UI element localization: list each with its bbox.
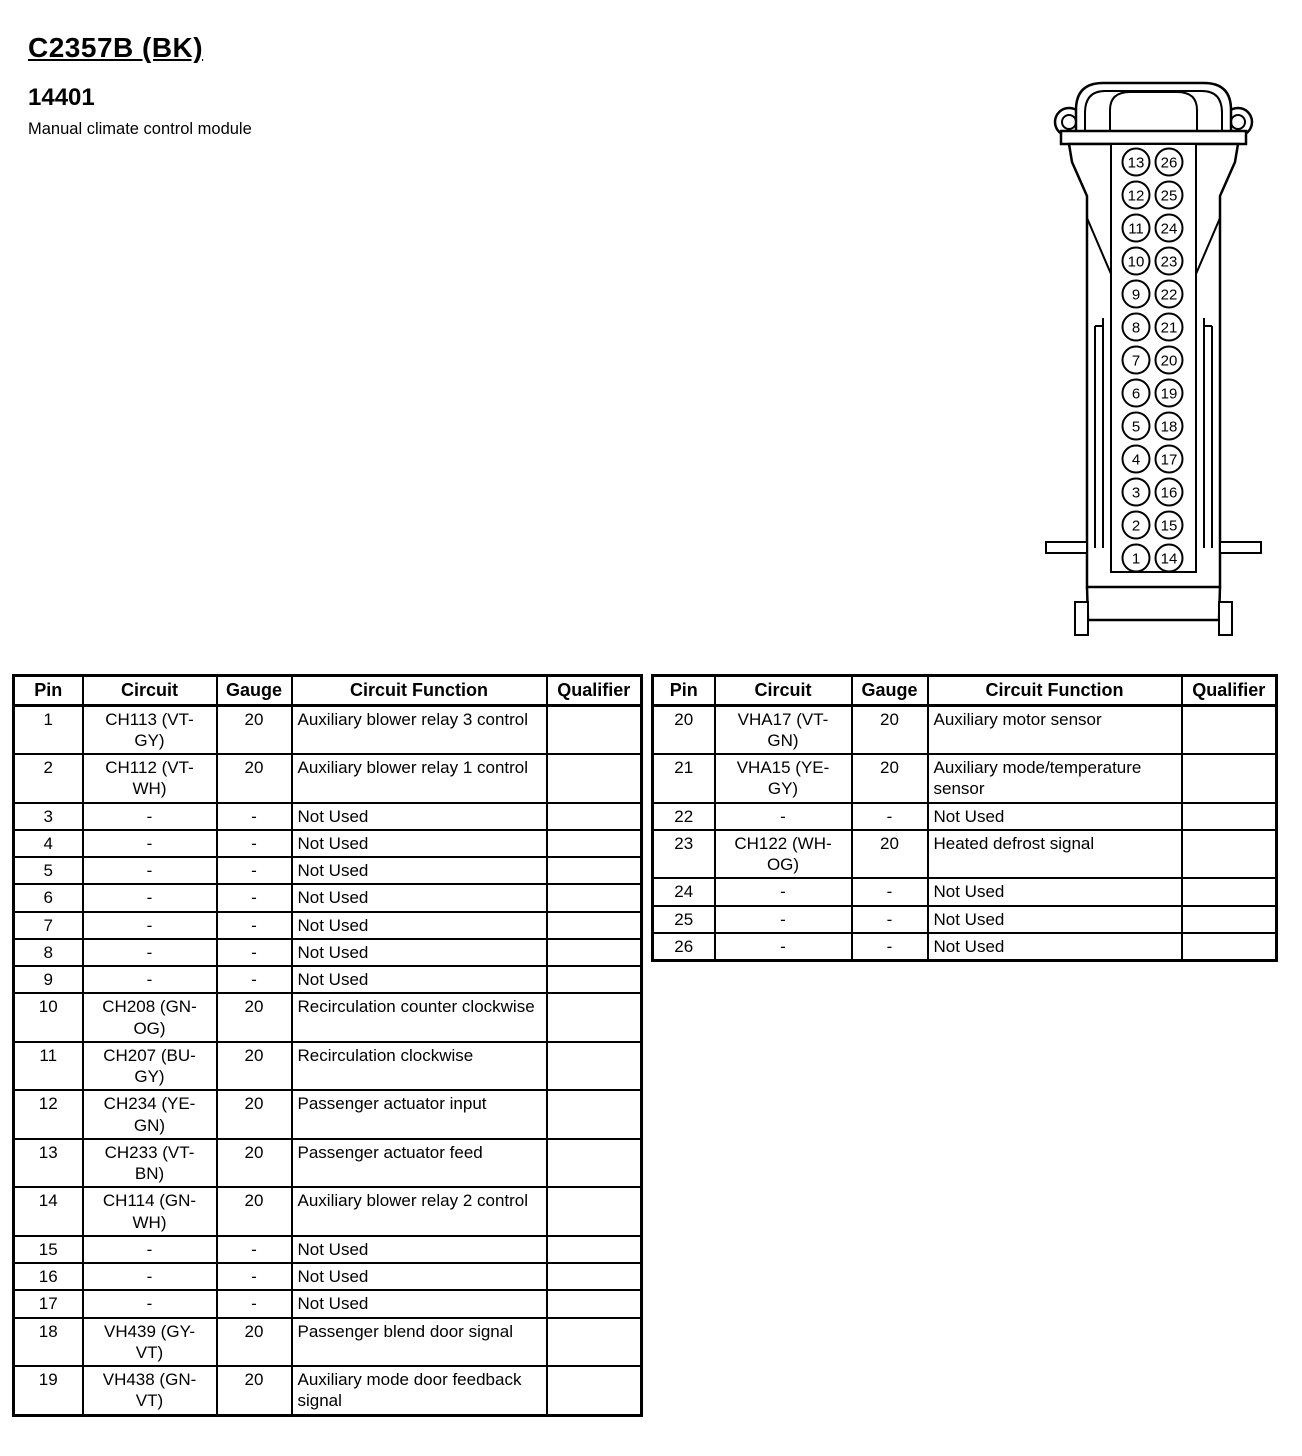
- pin-cell: 10: [14, 993, 83, 1042]
- circuit-cell: -: [83, 939, 217, 966]
- table-row: [14, 1187, 642, 1236]
- gauge-cell: 20: [217, 1042, 292, 1091]
- circuit-cell: -: [83, 1236, 217, 1263]
- function-cell: Auxiliary motor sensor: [928, 705, 1182, 754]
- pin-cell: 5: [14, 857, 83, 884]
- connector-pin: [1123, 281, 1150, 308]
- function-cell: Auxiliary mode/temperature sensor: [928, 754, 1182, 803]
- connector-band: [1061, 131, 1246, 144]
- qualifier-cell: [547, 1090, 642, 1139]
- gauge-cell: 20: [852, 754, 928, 803]
- pin-cell: 18: [14, 1318, 83, 1367]
- qualifier-cell: [547, 912, 642, 939]
- connector-foot-right: [1219, 602, 1232, 635]
- circuit-cell: -: [83, 857, 217, 884]
- table-row: [14, 830, 642, 857]
- connector-pin: [1156, 545, 1183, 572]
- gauge-cell: 20: [217, 705, 292, 754]
- pin-cell: 20: [653, 705, 715, 754]
- table-row: [14, 1290, 642, 1317]
- connector-pin-number: 6: [1131, 385, 1141, 403]
- function-cell: Not Used: [292, 939, 547, 966]
- connector-pin: [1156, 149, 1183, 176]
- circuit-cell: -: [83, 803, 217, 830]
- circuit-cell: CH114 (GN-WH): [83, 1187, 217, 1236]
- connector-pin: [1123, 182, 1150, 209]
- connector-pin-number: 5: [1131, 418, 1141, 436]
- table-row: [14, 857, 642, 884]
- pin-cell: 13: [14, 1139, 83, 1188]
- qualifier-cell: [547, 1236, 642, 1263]
- qualifier-cell: [1182, 906, 1277, 933]
- qualifier-cell: [547, 1366, 642, 1415]
- qualifier-cell: [547, 966, 642, 993]
- pin-cell: 7: [14, 912, 83, 939]
- pin-cell: 23: [653, 830, 715, 879]
- function-cell: Not Used: [292, 1236, 547, 1263]
- function-cell: Not Used: [292, 966, 547, 993]
- gauge-cell: 20: [852, 830, 928, 879]
- function-cell: Not Used: [292, 803, 547, 830]
- table-row: [14, 754, 642, 803]
- pin-cell: 15: [14, 1236, 83, 1263]
- connector-pin-number: 1: [1131, 550, 1141, 568]
- gauge-cell: -: [217, 966, 292, 993]
- pinout-table-left: [12, 674, 643, 1417]
- qualifier-cell: [1182, 754, 1277, 803]
- table-row: [653, 830, 1277, 879]
- qualifier-cell: [547, 1042, 642, 1091]
- qualifier-cell: [547, 884, 642, 911]
- table-row: [14, 1318, 642, 1367]
- table-row: [14, 705, 642, 754]
- qualifier-cell: [547, 939, 642, 966]
- connector-pin-number: 16: [1160, 484, 1178, 502]
- circuit-cell: CH112 (VT-WH): [83, 754, 217, 803]
- connector-pin: [1123, 215, 1150, 242]
- qualifier-cell: [1182, 803, 1277, 830]
- connector-id-title: C2357B (BK): [28, 32, 204, 63]
- gauge-cell: -: [217, 884, 292, 911]
- gauge-cell: -: [217, 1236, 292, 1263]
- connector-pin-number: 14: [1160, 550, 1178, 568]
- pin-cell: 21: [653, 754, 715, 803]
- function-cell: Not Used: [292, 1263, 547, 1290]
- connector-diagram: [1041, 78, 1266, 653]
- function-cell: Recirculation counter clockwise: [292, 993, 547, 1042]
- pinout-table-right: [651, 674, 1278, 962]
- connector-pin: [1156, 512, 1183, 539]
- gauge-cell: 20: [217, 1318, 292, 1367]
- function-cell: Not Used: [928, 878, 1182, 905]
- column-header: Pin: [14, 676, 83, 706]
- gauge-cell: 20: [852, 705, 928, 754]
- function-cell: Not Used: [928, 906, 1182, 933]
- table-row: [14, 1042, 642, 1091]
- connector-pin: [1156, 314, 1183, 341]
- connector-foot-left: [1075, 602, 1088, 635]
- connector-pin-number: 25: [1160, 187, 1178, 205]
- function-cell: Not Used: [292, 830, 547, 857]
- connector-wing-right: [1220, 542, 1261, 553]
- circuit-cell: VHA15 (YE-GY): [715, 754, 852, 803]
- connector-pin: [1123, 512, 1150, 539]
- function-cell: Passenger blend door signal: [292, 1318, 547, 1367]
- function-cell: Auxiliary blower relay 2 control: [292, 1187, 547, 1236]
- column-header: Gauge: [852, 676, 928, 706]
- connector-pin-number: 15: [1160, 517, 1178, 535]
- connector-pin-number: 2: [1131, 517, 1141, 535]
- circuit-cell: -: [83, 830, 217, 857]
- pin-cell: 12: [14, 1090, 83, 1139]
- gauge-cell: -: [217, 939, 292, 966]
- gauge-cell: -: [217, 803, 292, 830]
- pin-cell: 1: [14, 705, 83, 754]
- connector-bracket: [1087, 587, 1220, 620]
- connector-pin: [1123, 380, 1150, 407]
- gauge-cell: 20: [217, 1139, 292, 1188]
- qualifier-cell: [547, 1263, 642, 1290]
- qualifier-cell: [1182, 878, 1277, 905]
- pin-cell: 14: [14, 1187, 83, 1236]
- column-header: Pin: [653, 676, 715, 706]
- table-header-row: [14, 676, 642, 706]
- qualifier-cell: [547, 803, 642, 830]
- qualifier-cell: [1182, 830, 1277, 879]
- table-row: [14, 803, 642, 830]
- pin-cell: 24: [653, 878, 715, 905]
- connector-pin-number: 19: [1160, 385, 1178, 403]
- connector-pin: [1156, 248, 1183, 275]
- gauge-cell: -: [217, 912, 292, 939]
- connector-pin: [1123, 545, 1150, 572]
- circuit-cell: -: [83, 884, 217, 911]
- connector-pin-number: 8: [1131, 319, 1141, 337]
- table-row: [653, 933, 1277, 961]
- qualifier-cell: [547, 1187, 642, 1236]
- circuit-cell: VH438 (GN-VT): [83, 1366, 217, 1415]
- qualifier-cell: [547, 993, 642, 1042]
- table-row: [653, 754, 1277, 803]
- connector-pin: [1156, 479, 1183, 506]
- function-cell: Not Used: [928, 933, 1182, 961]
- connector-pin: [1123, 347, 1150, 374]
- connector-pin-number: 26: [1160, 154, 1178, 172]
- connector-pin-number: 17: [1160, 451, 1178, 469]
- qualifier-cell: [1182, 933, 1277, 961]
- pin-cell: 8: [14, 939, 83, 966]
- table-row: [14, 1366, 642, 1415]
- function-cell: Not Used: [292, 857, 547, 884]
- connector-pin: [1123, 149, 1150, 176]
- pin-cell: 11: [14, 1042, 83, 1091]
- connector-pin-number: 9: [1131, 286, 1141, 304]
- pin-cell: 19: [14, 1366, 83, 1415]
- table-row: [14, 1263, 642, 1290]
- function-cell: Auxiliary mode door feedback signal: [292, 1366, 547, 1415]
- function-cell: Auxiliary blower relay 1 control: [292, 754, 547, 803]
- pin-cell: 25: [653, 906, 715, 933]
- connector-pin-number: 22: [1160, 286, 1178, 304]
- connector-pin: [1123, 479, 1150, 506]
- circuit-cell: CH234 (YE-GN): [83, 1090, 217, 1139]
- qualifier-cell: [547, 754, 642, 803]
- column-header: Qualifier: [547, 676, 642, 706]
- circuit-cell: CH233 (VT-BN): [83, 1139, 217, 1188]
- pin-cell: 22: [653, 803, 715, 830]
- function-cell: Recirculation clockwise: [292, 1042, 547, 1091]
- connector-pin-number: 18: [1160, 418, 1178, 436]
- gauge-cell: -: [217, 830, 292, 857]
- qualifier-cell: [547, 830, 642, 857]
- column-header: Circuit Function: [292, 676, 547, 706]
- connector-pin-number: 3: [1131, 484, 1141, 502]
- table-row: [14, 966, 642, 993]
- circuit-cell: VHA17 (VT-GN): [715, 705, 852, 754]
- function-cell: Heated defrost signal: [928, 830, 1182, 879]
- function-cell: Auxiliary blower relay 3 control: [292, 705, 547, 754]
- connector-pin: [1123, 248, 1150, 275]
- column-header: Qualifier: [1182, 676, 1277, 706]
- connector-pin-number: 4: [1131, 451, 1141, 469]
- gauge-cell: -: [852, 933, 928, 961]
- table-row: [653, 906, 1277, 933]
- circuit-cell: CH208 (GN-OG): [83, 993, 217, 1042]
- table-header-row: [653, 676, 1277, 706]
- table-row: [14, 993, 642, 1042]
- qualifier-cell: [1182, 705, 1277, 754]
- circuit-cell: -: [715, 906, 852, 933]
- table-row: [14, 1236, 642, 1263]
- circuit-cell: -: [83, 912, 217, 939]
- qualifier-cell: [547, 1318, 642, 1367]
- connector-pin-number: 23: [1160, 253, 1178, 271]
- connector-pin-number: 7: [1131, 352, 1141, 370]
- part-number: 14401: [28, 84, 95, 111]
- connector-pin: [1156, 413, 1183, 440]
- table-row: [14, 912, 642, 939]
- connector-pin: [1156, 380, 1183, 407]
- connector-pin-number: 10: [1127, 253, 1145, 271]
- qualifier-cell: [547, 857, 642, 884]
- table-row: [14, 1139, 642, 1188]
- table-row: [653, 803, 1277, 830]
- connector-pin: [1123, 446, 1150, 473]
- column-header: Circuit: [83, 676, 217, 706]
- gauge-cell: -: [217, 1263, 292, 1290]
- gauge-cell: 20: [217, 1090, 292, 1139]
- pin-cell: 9: [14, 966, 83, 993]
- gauge-cell: -: [852, 803, 928, 830]
- connector-pin: [1123, 413, 1150, 440]
- table-row: [14, 884, 642, 911]
- column-header: Circuit Function: [928, 676, 1182, 706]
- function-cell: Passenger actuator feed: [292, 1139, 547, 1188]
- connector-pin-number: 12: [1127, 187, 1145, 205]
- function-cell: Not Used: [928, 803, 1182, 830]
- table-row: [653, 705, 1277, 754]
- gauge-cell: 20: [217, 1187, 292, 1236]
- circuit-cell: -: [83, 1263, 217, 1290]
- part-description: Manual climate control module: [28, 120, 252, 138]
- pin-cell: 26: [653, 933, 715, 961]
- function-cell: Not Used: [292, 912, 547, 939]
- pin-cell: 6: [14, 884, 83, 911]
- function-cell: Passenger actuator input: [292, 1090, 547, 1139]
- connector-pin-number: 20: [1160, 352, 1178, 370]
- connector-pin: [1156, 446, 1183, 473]
- gauge-cell: 20: [217, 1366, 292, 1415]
- pin-cell: 16: [14, 1263, 83, 1290]
- table-row: [653, 878, 1277, 905]
- circuit-cell: -: [83, 1290, 217, 1317]
- connector-pin-number: 11: [1128, 220, 1144, 238]
- circuit-cell: CH122 (WH-OG): [715, 830, 852, 879]
- function-cell: Not Used: [292, 884, 547, 911]
- circuit-cell: -: [715, 878, 852, 905]
- connector-pin-number: 21: [1160, 319, 1178, 337]
- circuit-cell: -: [715, 933, 852, 961]
- connector-pin-number: 24: [1160, 220, 1178, 238]
- connector-pin: [1156, 215, 1183, 242]
- gauge-cell: 20: [217, 993, 292, 1042]
- gauge-cell: -: [852, 878, 928, 905]
- column-header: Gauge: [217, 676, 292, 706]
- circuit-cell: -: [83, 966, 217, 993]
- pin-cell: 3: [14, 803, 83, 830]
- gauge-cell: -: [217, 857, 292, 884]
- table-row: [14, 1090, 642, 1139]
- column-header: Circuit: [715, 676, 852, 706]
- circuit-cell: CH113 (VT-GY): [83, 705, 217, 754]
- gauge-cell: -: [217, 1290, 292, 1317]
- gauge-cell: 20: [217, 754, 292, 803]
- circuit-cell: -: [715, 803, 852, 830]
- connector-pin-number: 13: [1127, 154, 1145, 172]
- connector-pin: [1156, 281, 1183, 308]
- circuit-cell: VH439 (GY-VT): [83, 1318, 217, 1367]
- qualifier-cell: [547, 705, 642, 754]
- gauge-cell: -: [852, 906, 928, 933]
- circuit-cell: CH207 (BU-GY): [83, 1042, 217, 1091]
- table-row: [14, 939, 642, 966]
- function-cell: Not Used: [292, 1290, 547, 1317]
- qualifier-cell: [547, 1139, 642, 1188]
- connector-wing-left: [1046, 542, 1087, 553]
- connector-pin: [1123, 314, 1150, 341]
- pin-cell: 2: [14, 754, 83, 803]
- connector-pin: [1156, 347, 1183, 374]
- connector-pin: [1156, 182, 1183, 209]
- qualifier-cell: [547, 1290, 642, 1317]
- pin-cell: 4: [14, 830, 83, 857]
- pin-cell: 17: [14, 1290, 83, 1317]
